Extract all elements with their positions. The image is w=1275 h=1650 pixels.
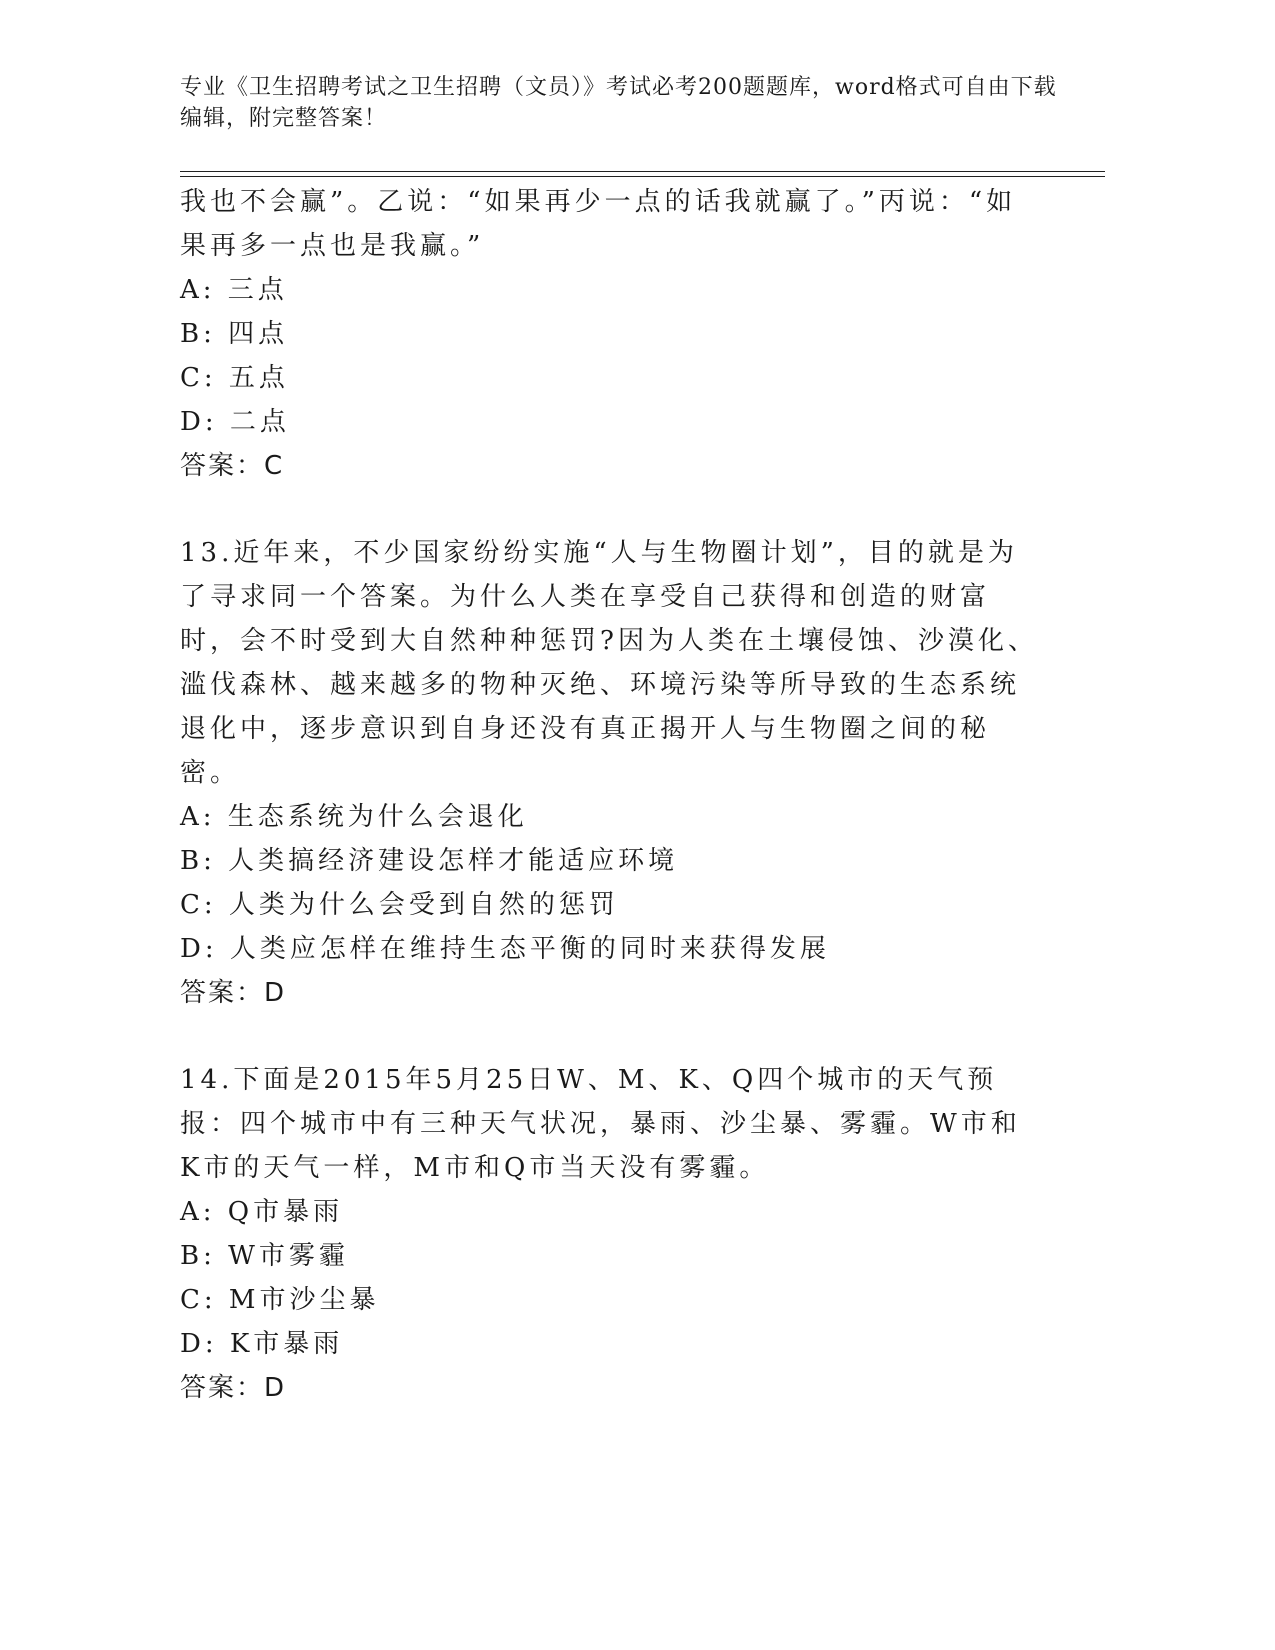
header-rule-top bbox=[180, 171, 1105, 172]
question-spacer bbox=[180, 1015, 1040, 1058]
question-12-option-d: D: 二点 bbox=[180, 407, 290, 437]
question-13 bbox=[180, 531, 1040, 1015]
question-13-option-b: B: 人类搞经济建设怎样才能适应环境 bbox=[180, 846, 679, 876]
question-12 bbox=[180, 180, 1040, 488]
question-13-answer: 答案：D bbox=[180, 978, 287, 1008]
question-14-option-c: C: M市沙尘暴 bbox=[180, 1285, 380, 1315]
question-13-stem: 13.近年来，不少国家纷纷实施“人与生物圈计划”，目的就是为了寻求同一个答案。为什么人类在享受自己获得和创造的财富时，会不时受到大自然种种惩罚?因为人类在土壤侵蚀、沙漠化、滥伐森林、越来越多的物种灭绝、环境污染等所导致的生态系统退化中，逐步意识到自身还没有真正揭开人与生物圈之间的秘密。 bbox=[180, 538, 1038, 788]
document-body bbox=[180, 180, 1040, 1410]
question-13-option-d: D: 人类应怎样在维持生态平衡的同时来获得发展 bbox=[180, 934, 830, 964]
question-14-answer: 答案：D bbox=[180, 1373, 287, 1403]
question-14-option-b: B: W市雾霾 bbox=[180, 1241, 349, 1271]
question-13-option-c: C: 人类为什么会受到自然的惩罚 bbox=[180, 890, 619, 920]
question-14 bbox=[180, 1058, 1040, 1410]
question-12-option-a: A: 三点 bbox=[180, 275, 288, 305]
question-14-stem: 14.下面是2015年5月25日W、M、K、Q四个城市的天气预报：四个城市中有三种天气状况，暴雨、沙尘暴、雾霾。W市和K市的天气一样，M市和Q市当天没有雾霾。 bbox=[180, 1065, 1021, 1183]
question-12-option-b: B: 四点 bbox=[180, 319, 289, 349]
question-spacer bbox=[180, 488, 1040, 531]
document-header: 专业《卫生招聘考试之卫生招聘（文员）》考试必考200题题库，word格式可自由下载编辑，附完整答案！ bbox=[180, 75, 1057, 131]
question-12-option-c: C: 五点 bbox=[180, 363, 289, 393]
question-14-option-a: A: Q市暴雨 bbox=[180, 1197, 344, 1227]
question-12-answer: 答案：C bbox=[180, 451, 285, 481]
question-12-stem: 我也不会赢”。乙说：“如果再少一点的话我就赢了。”丙说：“如果再多一点也是我赢。” bbox=[180, 187, 1017, 261]
question-14-option-d: D: K市暴雨 bbox=[180, 1329, 344, 1359]
question-13-option-a: A: 生态系统为什么会退化 bbox=[180, 802, 528, 832]
header-rule-bottom bbox=[180, 176, 1105, 177]
